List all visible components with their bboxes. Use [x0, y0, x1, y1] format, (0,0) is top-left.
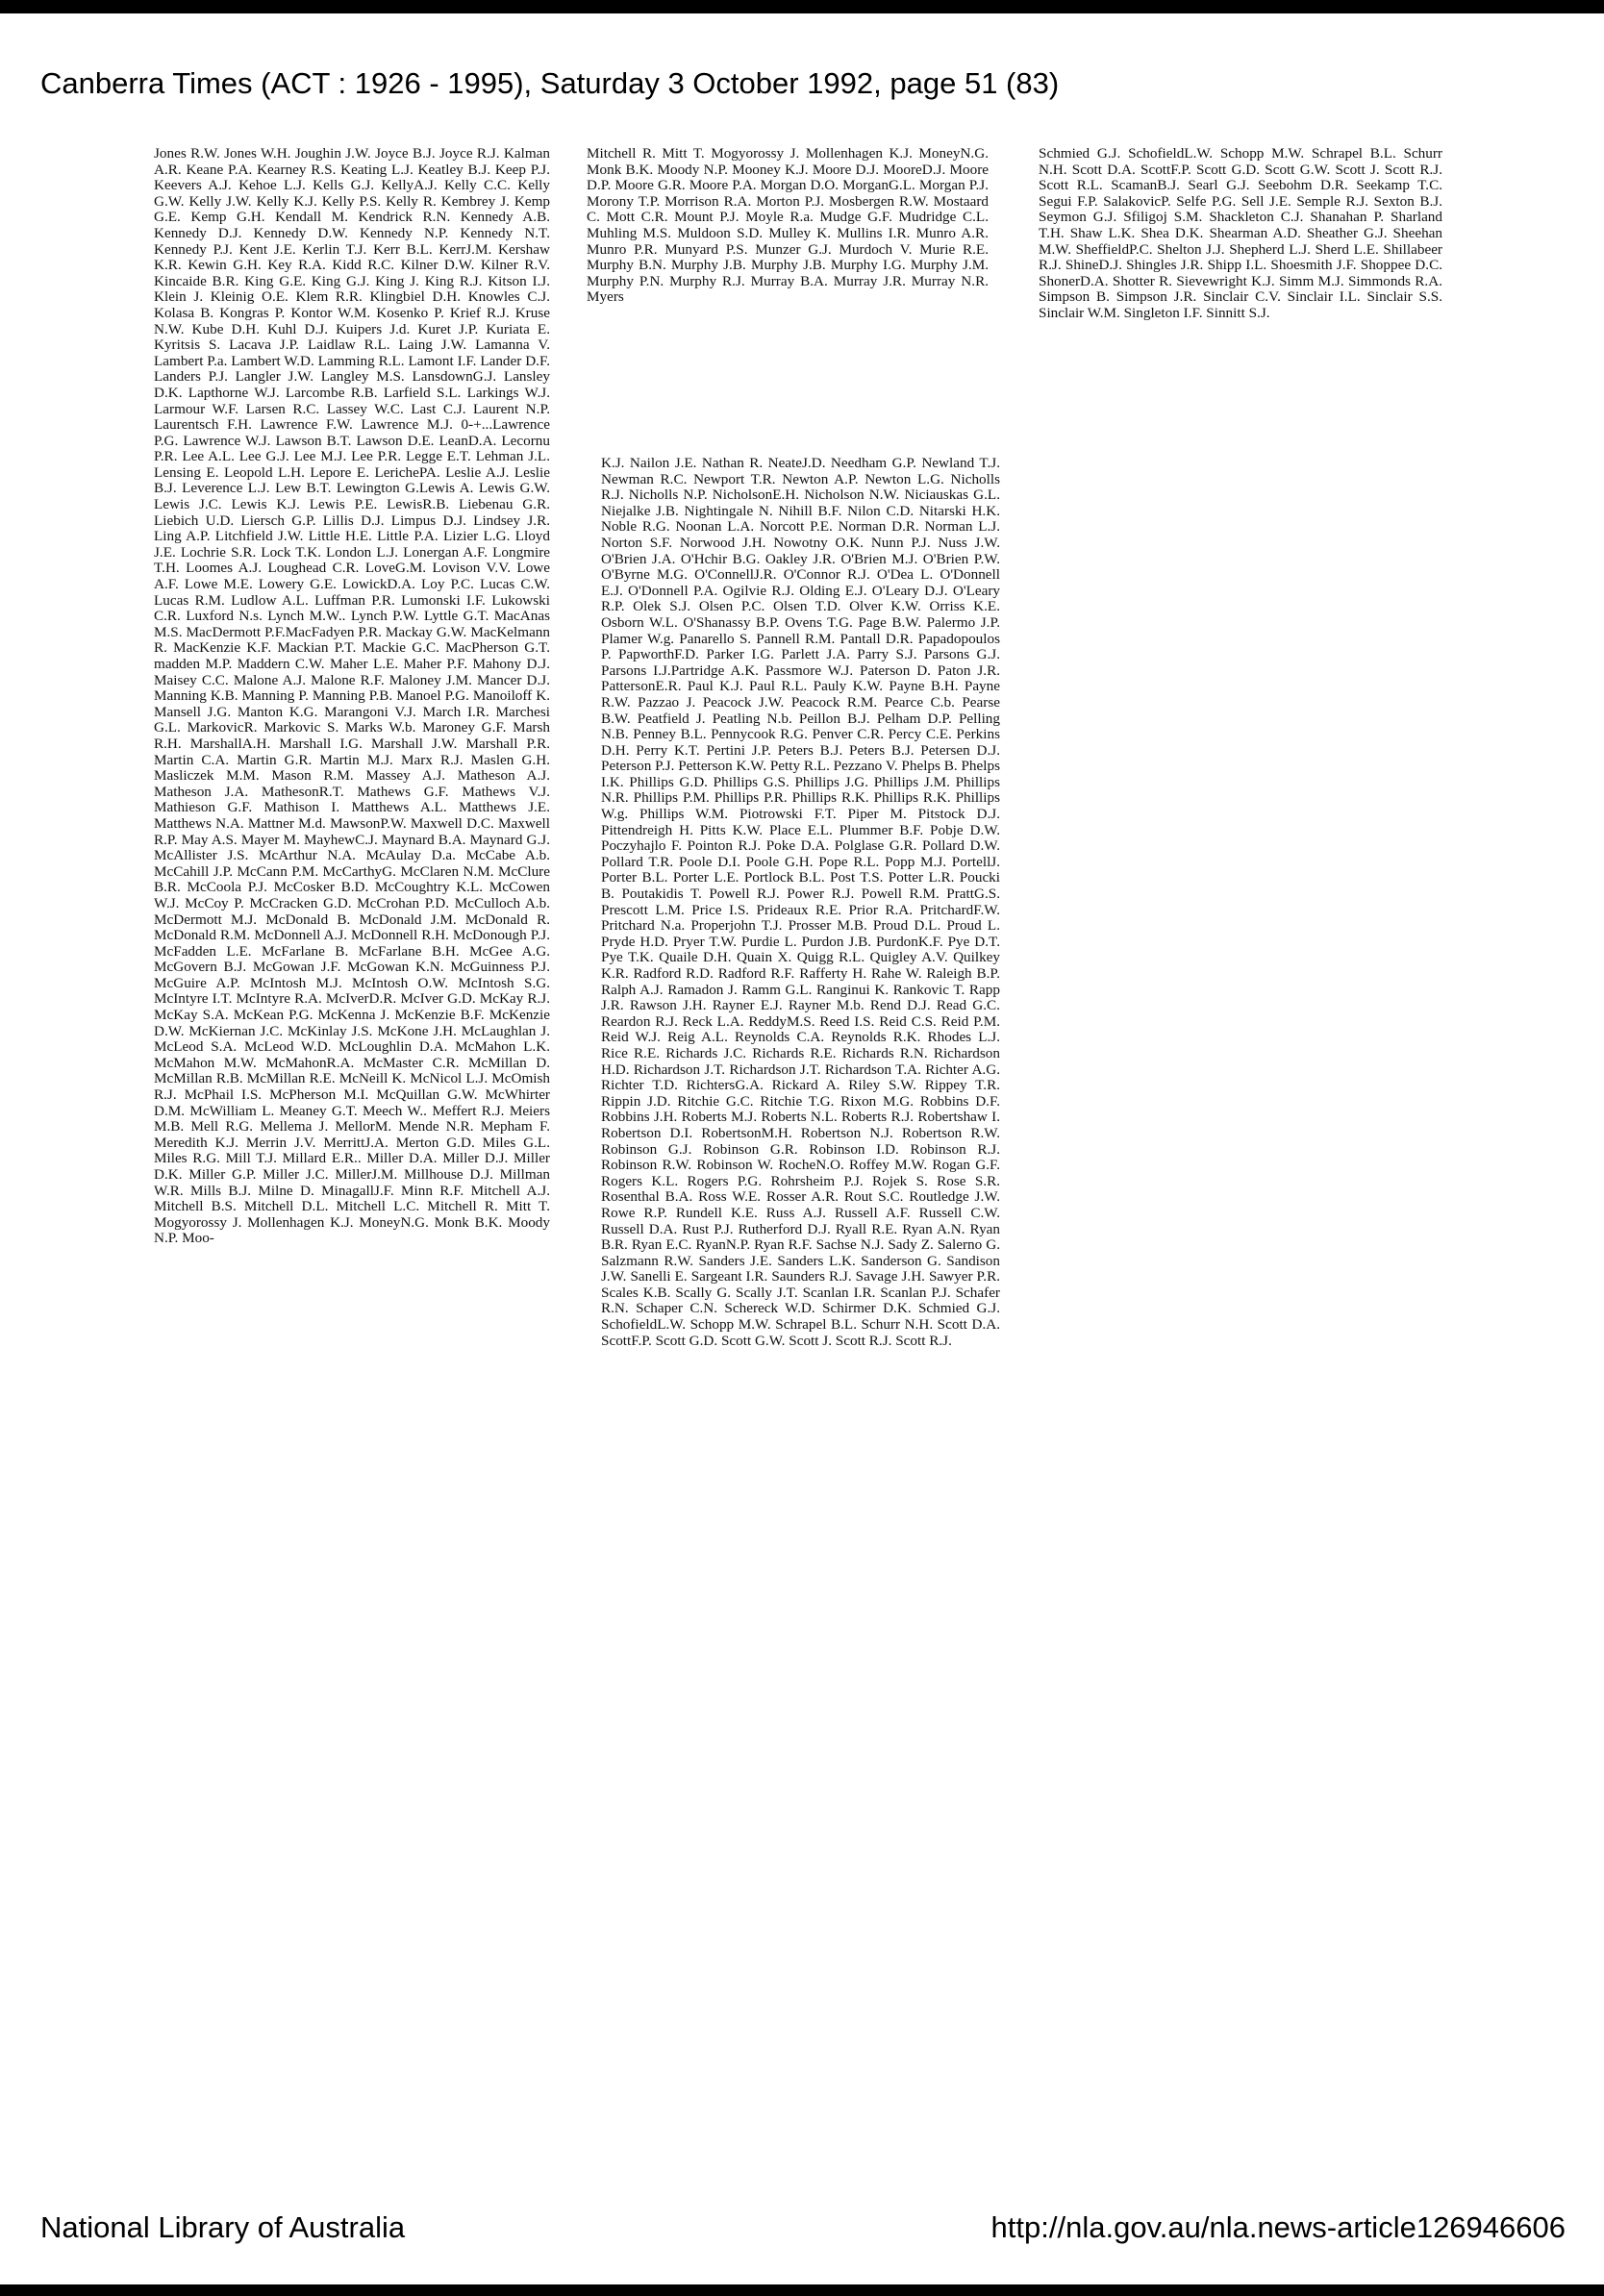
article-url-link[interactable]: http://nla.gov.au/nla.news-article126946606: [990, 2210, 1566, 2244]
article-column-3: [1039, 146, 1442, 425]
article-column-2: [601, 456, 1000, 1961]
names-list-text: Schmied G.J. SchofieldL.W. Schopp M.W. Schrapel B.L. Schurr N.H. Scott D.A. ScottF.P. Scott G.D. Scott G.W. Scott J. Scott R.J. Scott R.L. ScamanB.J. Searl G.J. Seebohm D.R. Seekamp T.C. Segui F.P. SalakovicP. Selfe P.G. Sell J.E. Semple R.J. Sexton B.J. Seymon G.J. Sfiligoj S.M. Shackleton C.J. Shanahan P. Sharland T.H. Shaw L.K. Shea D.K. Shearman A.D. Sheather G.J. Sheehan M.W. SheffieldP.C. Shelton J.J. Shepherd L.J. Sherd L.E. Shillabeer R.J. ShineD.J. Shingles J.R. Shipp I.L. Shoesmith J.F. Shoppee D.C. ShonerD.A. Shotter R. Sievewright K.J. Simm M.J. Simmonds R.A. Simpson B. Simpson J.R. Sinclair C.V. Sinclair I.L. Sinclair S.S. Sinclair W.M. Singleton I.F. Sinnitt S.J.: [1039, 146, 1442, 321]
top-border: [0, 0, 1604, 13]
bottom-border: [0, 2284, 1604, 2296]
names-list-text: Mitchell R. Mitt T. Mogyorossy J. Mollenhagen K.J. MoneyN.G. Monk B.K. Moody N.P. Mooney K.J. Moore D.J. MooreD.J. Moore D.P. Moore G.R. Moore P.A. Morgan D.O. MorganG.L. Morgan P.J. Morony T.P. Morrison R.A. Morton P.J. Mosbergen R.W. Mostaard C. Mott C.R. Mount P.J. Moyle R.a. Mudge G.F. Mudridge C.L. Muhling M.S. Muldoon S.D. Mulley K. Mullins I.R. Munro A.R. Munro P.R. Munyard P.S. Munzer G.J. Murdoch V. Murie R.E. Murphy B.N. Murphy J.B. Murphy J.B. Murphy I.G. Murphy J.M. Murphy P.N. Murphy R.J. Murray B.A. Murray J.R. Murray N.R. Myers: [587, 146, 989, 306]
publisher-label: National Library of Australia: [40, 2210, 406, 2244]
article-column-2-top: [587, 146, 989, 404]
names-list-text: Jones R.W. Jones W.H. Joughin J.W. Joyce B.J. Joyce R.J. Kalman A.R. Keane P.A. Kearney R.S. Keating L.J. Keatley B.J. Keep P.J. Keevers A.J. Kehoe L.J. Kells G.J. KellyA.J. Kelly C.C. Kelly G.W. Kelly J.W. Kelly K.J. Kelly P.S. Kelly R. Kembrey J. Kemp G.E. Kemp G.H. Kendall M. Kendrick R.N. Kennedy A.B. Kennedy D.J. Kennedy D.W. Kennedy N.P. Kennedy N.T. Kennedy P.J. Kent J.E. Kerlin T.J. Kerr B.L. KerrJ.M. Kershaw K.R. Kewin G.H. Key R.A. Kidd R.C. Kilner D.W. Kilner R.V. Kincaide B.R. King G.E. King G.J. King J. King R.J. Kitson I.J. Klein J. Kleinig O.E. Klem R.R. Klingbiel D.H. Knowles C.J. Kolasa B. Kongras P. Kontor W.M. Kosenko P. Krief R.J. Kruse N.W. Kube D.H. Kuhl D.J. Kuipers J.d. Kuret J.P. Kuriata E. Kyritsis S. Lacava J.P. Laidlaw R.L. Laing J.W. Lamanna V. Lambert P.a. Lambert W.D. Lamming R.L. Lamont I.F. Lander D.F. Landers P.J. Langler J.W. Langley M.S. LansdownG.J. Lansley D.K. Lapthorne W.J. Larcombe R.B. Larfield S.L. Larkings W.J. Larmour W.F. Larsen R.C. Lassey W.C. Last C.J. Laurent N.P. Laurentsch F.H. Lawrence F.W. Lawrence M.J. 0-+...Lawrence P.G. Lawrence W.J. Lawson B.T. Lawson D.E. LeanD.A. Lecornu P.R. Lee A.L. Lee G.J. Lee M.J. Lee P.R. Legge E.T. Lehman J.L. Lensing E. Leopold L.H. Lepore E. LerichePA. Leslie A.J. Leslie B.J. Leverence L.J. Lew B.T. Lewington G.Lewis A. Lewis G.W. Lewis J.C. Lewis K.J. Lewis P.E. LewisR.B. Liebenau G.R. Liebich U.D. Liersch G.P. Lillis D.J. Limpus D.J. Lindsey J.R. Ling A.P. Litchfield J.W. Little H.E. Little P.A. Lizier L.G. Lloyd J.E. Lochrie S.R. Lock T.K. London L.J. Lonergan A.F. Longmire T.H. Loomes A.J. Loughead C.R. LoveG.M. Lovison V.V. Lowe A.F. Lowe M.E. Lowery G.E. LowickD.A. Loy P.C. Lucas C.W. Lucas R.M. Ludlow A.L. Luffman P.R. Lumonski I.F. Lukowski C.R. Luxford N.s. Lynch M.W.. Lynch P.W. Lyttle G.T. MacAnas M.S. MacDermott P.F.MacFadyen P.R. Mackay G.W. MacKelmann R. MacKenzie K.F. Mackian P.T. Mackie G.C. MacPherson G.T. madden M.P. Maddern C.W. Maher L.E. Maher P.F. Mahony D.J. Maisey C.C. Malone A.J. Malone R.F. Maloney J.M. Mancer D.J. Manning K.B. Manning P. Manning P.B. Manoel P.G. Manoiloff K. Mansell J.G. Manton K.G. Marangoni V.J. March I.R. Marchesi G.L. MarkovicR. Markovic S. Marks W.b. Maroney G.F. Marsh R.H. MarshallA.H. Marshall I.G. Marshall J.W. Marshall P.R. Martin C.A. Martin G.R. Martin M.J. Marx R.J. Maslen G.H. Masliczek M.M. Mason R.M. Massey A.J. Matheson A.J. Matheson J.A. MathesonR.T. Mathews G.F. Mathews V.J. Mathieson G.F. Mathison I. Matthews A.L. Matthews J.E. Matthews N.A. Mattner M.d. MawsonP.W. Maxwell D.C. Maxwell R.P. May A.S. Mayer M. MayhewC.J. Maynard B.A. Maynard G.J. McAllister J.S. McArthur N.A. McAulay D.a. McCabe A.b. McCahill J.P. McCann P.M. McCarthyG. McClaren N.M. McClure B.R. McCoola P.J. McCosker B.D. McCoughtry K.L. McCowen W.J. McCoy P. McCracken G.D. McCrohan P.D. McCulloch A.b. McDermott M.J. McDonald B. McDonald J.M. McDonald R. McDonald R.M. McDonnell A.J. McDonnell R.H. McDonough P.J. McFadden L.E. McFarlane B. McFarlane B.H. McGee A.G. McGovern B.J. McGowan J.F. McGowan K.N. McGuinness P.J. McGuire A.P. McIntosh M.J. McIntosh O.W. McIntosh S.G. McIntyre I.T. McIntyre R.A. McIverD.R. McIver G.D. McKay R.J. McKay S.A. McKean P.G. McKenna J. McKenzie B.F. McKenzie D.W. McKiernan J.C. McKinlay J.S. McKone J.H. McLaughlan J. McLeod S.A. McLeod W.D. McLoughlin D.A. McMahon L.K. McMahon M.W. McMahonR.A. McMaster C.R. McMillan D. McMillan R.B. McMillan R.E. McNeill K. McNicol L.J. McOmish R.J. McPhail I.S. McPherson M.I. McQuillan G.W. McWhirter D.M. McWilliam L. Meaney G.T. Meech W.. Meffert R.J. Meiers M.B. Mell R.G. Mellema J. MellorM. Mende N.R. Mepham F. Meredith K.J. Merrin J.V. MerrittJ.A. Merton G.D. Miles G.L. Miles R.G. Mill T.J. Millard E.R.. Miller D.A. Miller D.J. Miller D.K. Miller G.P. Miller J.C. MillerJ.M. Millhouse D.J. Millman W.R. Mills B.J. Milne D. MinagallJ.F. Minn R.F. Mitchell A.J. Mitchell B.S. Mitchell D.L. Mitchell L.C. Mitchell R. Mitt T. Mogyorossy J. Mollenhagen K.J. MoneyN.G. Monk B.K. Moody N.P. Moo-: [154, 146, 550, 1247]
page-title: Canberra Times (ACT : 1926 - 1995), Saturday 3 October 1992, page 51 (83): [40, 66, 1060, 100]
article-column-1: [154, 146, 550, 1963]
names-list-text: K.J. Nailon J.E. Nathan R. NeateJ.D. Needham G.P. Newland T.J. Newman R.C. Newport T.R. Newton A.P. Newton L.G. Nicholls R.J. Nicholls N.P. NicholsonE.H. Nicholson N.W. Niciauskas G.L. Niejalke J.B. Nightingale N. Nihill B.F. Nilon C.D. Nitarski H.K. Noble R.G. Noonan L.A. Norcott P.E. Norman D.R. Norman L.J. Norton S.F. Norwood J.H. Nowotny O.K. Nunn P.J. Nuss J.W. O'Brien J.A. O'Hchir B.G. Oakley J.R. O'Brien M.J. O'Brien P.W. O'Byrne M.G. O'ConnellJ.R. O'Connor R.J. O'Dea L. O'Donnell E.J. O'Donnell P.A. Ogilvie R.J. Olding E.J. O'Leary D.J. O'Leary R.P. Olek S.J. Olsen P.C. Olsen T.D. Olver K.W. Orriss K.E. Osborn W.L. O'Shanassy B.P. Ovens T.G. Page B.W. Palermo J.P. Plamer W.g. Panarello S. Pannell R.M. Pantall D.R. Papadopoulos P. PapworthF.D. Parker I.G. Parlett J.A. Parry S.J. Parsons G.J. Parsons I.J.Partridge A.K. Passmore W.J. Paterson D. Paton J.R. PattersonE.R. Paul K.J. Paul R.L. Pauly K.W. Payne B.H. Payne R.W. Pazzao J. Peacock J.W. Peacock R.M. Pearce C.b. Pearse B.W. Peatfield J. Peatling N.b. Peillon B.J. Pelham D.P. Pelling N.B. Penney B.L. Pennycook R.G. Penver C.R. Percy C.E. Perkins D.H. Perry K.T. Pertini J.P. Peters B.J. Peters B.J. Petersen D.J. Peterson P.J. Petterson K.W. Petty R.L. Pezzano V. Phelps B. Phelps I.K. Phillips G.D. Phillips G.S. Phillips J.G. Phillips J.M. Phillips N.R. Phillips P.M. Phillips P.R. Phillips R.K. Phillips R.K. Phillips W.g. Phillips W.M. Piotrowski F.T. Piper M. Pitstock D.J. Pittendreigh H. Pitts K.W. Place E.L. Plummer B.F. Pobje D.W. Poczyhajlo F. Pointon R.J. Poke D.A. Polglase G.R. Pollard D.W. Pollard T.R. Poole D.I. Poole G.H. Pope R.L. Popp M.J. PortellJ. Porter B.L. Porter L.E. Portlock B.L. Post T.S. Potter L.R. Poucki B. Poutakidis T. Powell R.J. Power R.J. Powell R.M. PrattG.S. Prescott L.M. Price I.S. Prideaux R.E. Prior R.A. PritchardF.W. Pritchard N.a. Properjohn T.J. Prosser M.B. Proud D.L. Proud L. Pryde H.D. Pryer T.W. Purdie L. Purdon J.B. PurdonK.F. Pye D.T. Pye T.K. Quaile D.H. Quain X. Quigg R.L. Quigley A.V. Quilkey K.R. Radford R.D. Radford R.F. Rafferty H. Rahe W. Raleigh B.P. Ralph A.J. Ramadon J. Ramm G.L. Ranginui K. Rankovic T. Rapp J.R. Rawson J.H. Rayner E.J. Rayner M.b. Rend D.J. Read G.C. Reardon R.J. Reck L.A. ReddyM.S. Reed I.S. Reid C.S. Reid P.M. Reid W.J. Reig A.L. Reynolds C.A. Reynolds R.K. Rhodes L.J. Rice R.E. Richards J.C. Richards R.E. Richards R.N. Richardson H.D. Richardson J.T. Richardson J.T. Richardson T.A. Richter A.G. Richter T.D. RichtersG.A. Rickard A. Riley S.W. Rippey T.R. Rippin J.D. Ritchie G.C. Ritchie T.G. Rixon M.G. Robbins D.F. Robbins J.H. Roberts M.J. Roberts N.L. Roberts R.J. Robertshaw I. Robertson D.I. RobertsonM.H. Robertson N.J. Robertson R.W. Robinson G.J. Robinson G.R. Robinson I.D. Robinson R.J. Robinson R.W. Robinson W. RocheN.O. Roffey M.W. Rogan G.F. Rogers K.L. Rogers P.G. Rohrsheim P.J. Rojek S. Rose S.R. Rosenthal B.A. Ross W.E. Rosser A.R. Rout S.C. Routledge J.W. Rowe R.P. Rundell K.E. Russ A.J. Russell A.F. Russell C.W. Russell D.A. Rust P.J. Rutherford D.J. Ryall R.E. Ryan A.N. Ryan B.R. Ryan E.C. RyanN.P. Ryan R.F. Sachse N.J. Sady Z. Salerno G. Salzmann R.W. Sanders J.E. Sanders L.K. Sanderson G. Sandison J.W. Sanelli E. Sargeant I.R. Saunders R.J. Savage J.H. Sawyer P.R. Scales K.B. Scally G. Scally J.T. Scanlan I.R. Scanlan P.J. Schafer R.N. Schaper C.N. Schereck W.D. Schirmer D.K. Schmied G.J. SchofieldL.W. Schopp M.W. Schrapel B.L. Schurr N.H. Scott D.A. ScottF.P. Scott G.D. Scott G.W. Scott J. Scott R.J. Scott R.J.: [601, 456, 1000, 1349]
